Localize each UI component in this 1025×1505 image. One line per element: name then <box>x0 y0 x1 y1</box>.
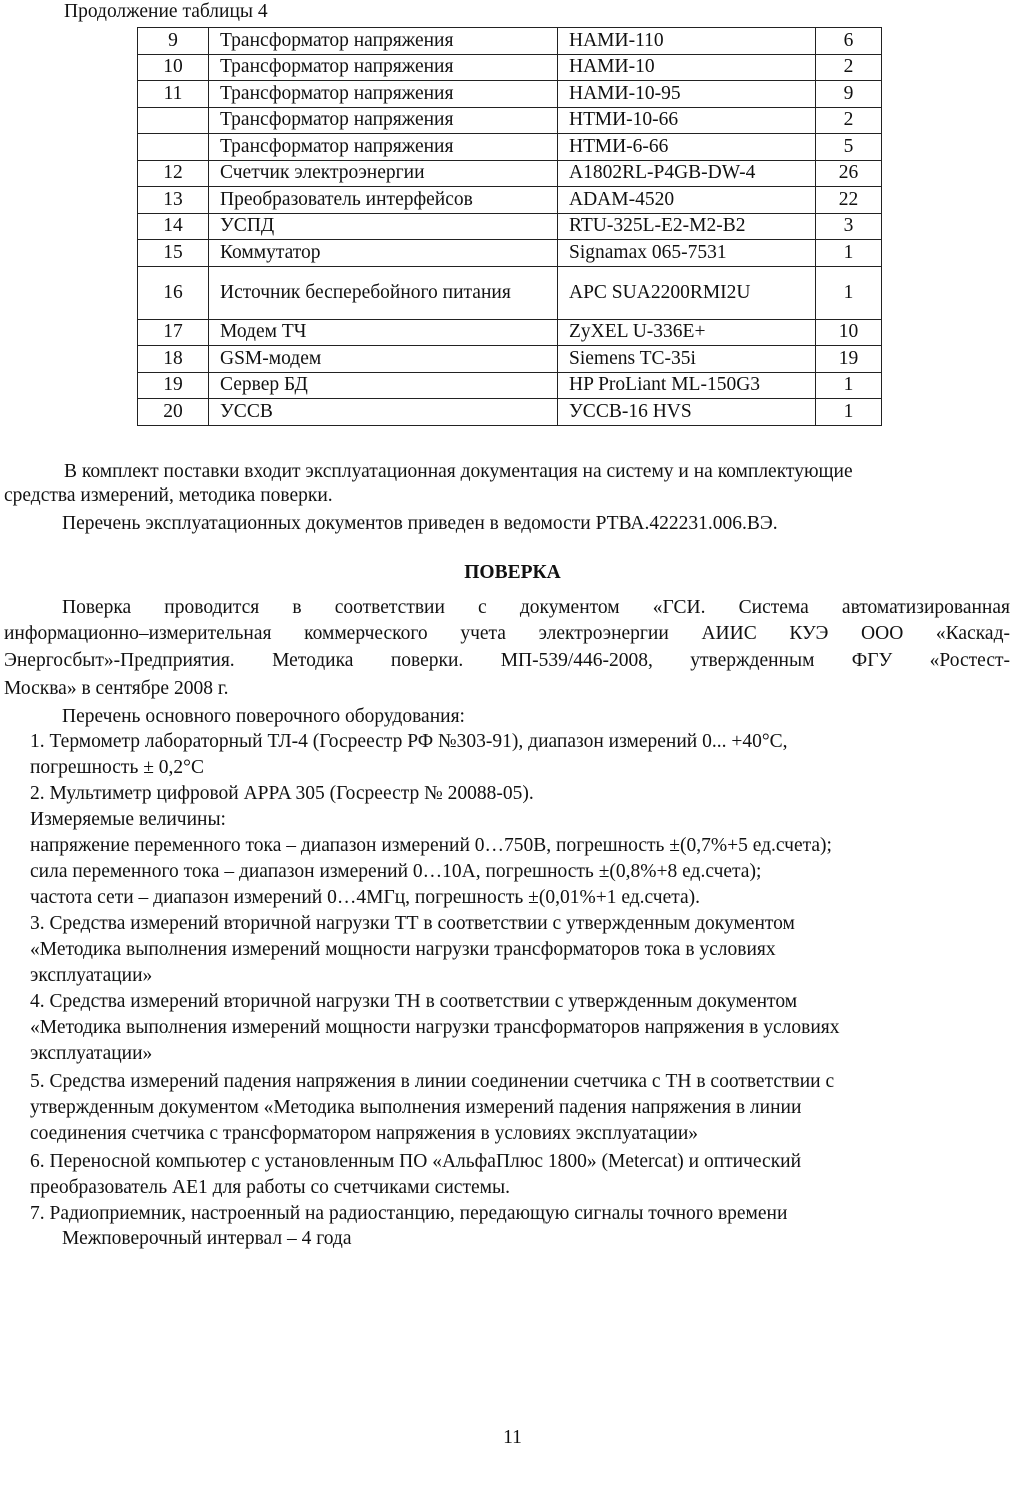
equipment-list-line: «Методика выполнения измерений мощности нагрузки трансформаторов тока в условиях <box>30 939 776 960</box>
equipment-list-line: 6. Переносной компьютер с установленным ПО «АльфаПлюс 1800» (Metercat) и оптический <box>30 1151 802 1172</box>
equipment-name: УССВ <box>209 399 558 426</box>
table-row <box>138 319 882 346</box>
section-heading-verification: ПОВЕРКА <box>464 562 561 583</box>
row-number <box>138 107 209 134</box>
equipment-list-line: сила переменного тока – диапазон измерений 0…10А, погрешность ±(0,8%+8 ед.счета); <box>30 861 762 882</box>
equipment-table <box>137 27 882 426</box>
equipment-type: НАМИ-110 <box>558 28 816 55</box>
equipment-quantity: 1 <box>816 266 882 319</box>
equipment-name: Модем ТЧ <box>209 319 558 346</box>
equipment-list-line: 3. Средства измерений вторичной нагрузки ТТ в соответствии с утвержденным документом <box>30 913 795 934</box>
equipment-name: Преобразователь интерфейсов <box>209 187 558 214</box>
equipment-type: RTU-325L-E2-M2-B2 <box>558 213 816 240</box>
equipment-list-line: 1. Термометр лабораторный ТЛ-4 (Госреестр РФ №303-91), диапазон измерений 0... +40°С, <box>30 731 788 752</box>
equipment-quantity: 1 <box>816 240 882 267</box>
row-number: 15 <box>138 240 209 267</box>
verification-intro-line: Энергосбыт»-Предприятия. Методика поверки. МП-539/446-2008, утвержденным ФГУ «Ростест- <box>4 650 1010 671</box>
equipment-list-title: Перечень основного поверочного оборудования: <box>62 706 465 727</box>
equipment-quantity: 10 <box>816 319 882 346</box>
verification-intro-line: Поверка проводится в соответствии с документом «ГСИ. Система автоматизированная <box>62 597 1010 618</box>
table-row <box>138 28 882 55</box>
row-number: 9 <box>138 28 209 55</box>
equipment-list-line: 2. Мультиметр цифровой APPA 305 (Госреестр № 20088-05). <box>30 783 534 804</box>
row-number: 20 <box>138 399 209 426</box>
equipment-name: Трансформатор напряжения <box>209 54 558 81</box>
row-number: 13 <box>138 187 209 214</box>
row-number: 10 <box>138 54 209 81</box>
equipment-type: ADAM-4520 <box>558 187 816 214</box>
row-number: 12 <box>138 160 209 187</box>
row-number: 17 <box>138 319 209 346</box>
verification-intro-line: Москва» в сентябре 2008 г. <box>4 678 229 699</box>
equipment-type: APC SUA2200RMI2U <box>558 266 816 319</box>
equipment-quantity: 1 <box>816 399 882 426</box>
equipment-type: Siemens TC-35i <box>558 346 816 373</box>
equipment-list-line: погрешность ± 0,2°С <box>30 757 204 778</box>
equipment-type: НАМИ-10 <box>558 54 816 81</box>
table-caption: Продолжение таблицы 4 <box>64 1 268 22</box>
table-row <box>138 346 882 373</box>
table-row <box>138 399 882 426</box>
equipment-type: HP ProLiant ML-150G3 <box>558 372 816 399</box>
row-number: 14 <box>138 213 209 240</box>
equipment-quantity: 19 <box>816 346 882 373</box>
equipment-type: УССВ-16 HVS <box>558 399 816 426</box>
documents-list-note: Перечень эксплуатационных документов приведен в ведомости РТВА.422231.006.ВЭ. <box>62 513 778 534</box>
equipment-list-line: «Методика выполнения измерений мощности нагрузки трансформаторов напряжения в условиях <box>30 1017 840 1038</box>
equipment-list-line: 7. Радиоприемник, настроенный на радиостанцию, передающую сигналы точного времени <box>30 1203 788 1224</box>
page-number: 11 <box>503 1427 522 1448</box>
equipment-name: Трансформатор напряжения <box>209 107 558 134</box>
equipment-type: Signamax 065-7531 <box>558 240 816 267</box>
equipment-name: Трансформатор напряжения <box>209 134 558 161</box>
equipment-type: A1802RL-P4GB-DW-4 <box>558 160 816 187</box>
row-number: 18 <box>138 346 209 373</box>
equipment-quantity: 1 <box>816 372 882 399</box>
equipment-list-line: частота сети – диапазон измерений 0…4МГц, погрешность ±(0,01%+1 ед.счета). <box>30 887 701 908</box>
equipment-name: Коммутатор <box>209 240 558 267</box>
equipment-list-line: 5. Средства измерений падения напряжения в линии соединении счетчика с ТН в соответствии с <box>30 1071 835 1092</box>
table-row <box>138 107 882 134</box>
verification-intro-line: информационно–измерительная коммерческого учета электроэнергии АИИС КУЭ ООО «Каскад- <box>4 623 1010 644</box>
equipment-quantity: 9 <box>816 81 882 108</box>
row-number: 16 <box>138 266 209 319</box>
equipment-quantity: 2 <box>816 54 882 81</box>
table-row <box>138 266 882 319</box>
equipment-list-line: утвержденным документом «Методика выполнения измерений падения напряжения в линии <box>30 1097 802 1118</box>
equipment-name: УСПД <box>209 213 558 240</box>
equipment-name: Трансформатор напряжения <box>209 28 558 55</box>
equipment-list-line: Измеряемые величины: <box>30 809 226 830</box>
equipment-type: НТМИ-6-66 <box>558 134 816 161</box>
equipment-name: GSM-модем <box>209 346 558 373</box>
equipment-list-line: напряжение переменного тока – диапазон измерений 0…750В, погрешность ±(0,7%+5 ед.счета); <box>30 835 832 856</box>
equipment-quantity: 5 <box>816 134 882 161</box>
delivery-paragraph-line-1: В комплект поставки входит эксплуатационная документация на систему и на комплектующие <box>64 461 853 482</box>
equipment-name: Трансформатор напряжения <box>209 81 558 108</box>
table-row <box>138 213 882 240</box>
table-row <box>138 240 882 267</box>
equipment-name: Счетчик электроэнергии <box>209 160 558 187</box>
equipment-list-line: эксплуатации» <box>30 965 153 986</box>
equipment-quantity: 3 <box>816 213 882 240</box>
table-row <box>138 54 882 81</box>
row-number <box>138 134 209 161</box>
equipment-list-line: 4. Средства измерений вторичной нагрузки ТН в соответствии с утвержденным документом <box>30 991 798 1012</box>
table-row <box>138 372 882 399</box>
equipment-type: НАМИ-10-95 <box>558 81 816 108</box>
row-number: 11 <box>138 81 209 108</box>
equipment-type: ZyXEL U-336E+ <box>558 319 816 346</box>
equipment-quantity: 6 <box>816 28 882 55</box>
verification-interval: Межповерочный интервал – 4 года <box>62 1228 352 1249</box>
row-number: 19 <box>138 372 209 399</box>
equipment-quantity: 22 <box>816 187 882 214</box>
table-row <box>138 134 882 161</box>
equipment-quantity: 26 <box>816 160 882 187</box>
table-row <box>138 81 882 108</box>
equipment-name: Сервер БД <box>209 372 558 399</box>
equipment-list-line: соединения счетчика с трансформатором напряжения в условиях эксплуатации» <box>30 1123 699 1144</box>
equipment-name: Источник бесперебойного питания <box>209 266 558 319</box>
delivery-paragraph-line-2: средства измерений, методика поверки. <box>4 485 333 506</box>
equipment-quantity: 2 <box>816 107 882 134</box>
equipment-type: НТМИ-10-66 <box>558 107 816 134</box>
equipment-list-line: эксплуатации» <box>30 1043 153 1064</box>
table-row <box>138 160 882 187</box>
table-row <box>138 187 882 214</box>
equipment-list-line: преобразователь АЕ1 для работы со счетчиками системы. <box>30 1177 510 1198</box>
